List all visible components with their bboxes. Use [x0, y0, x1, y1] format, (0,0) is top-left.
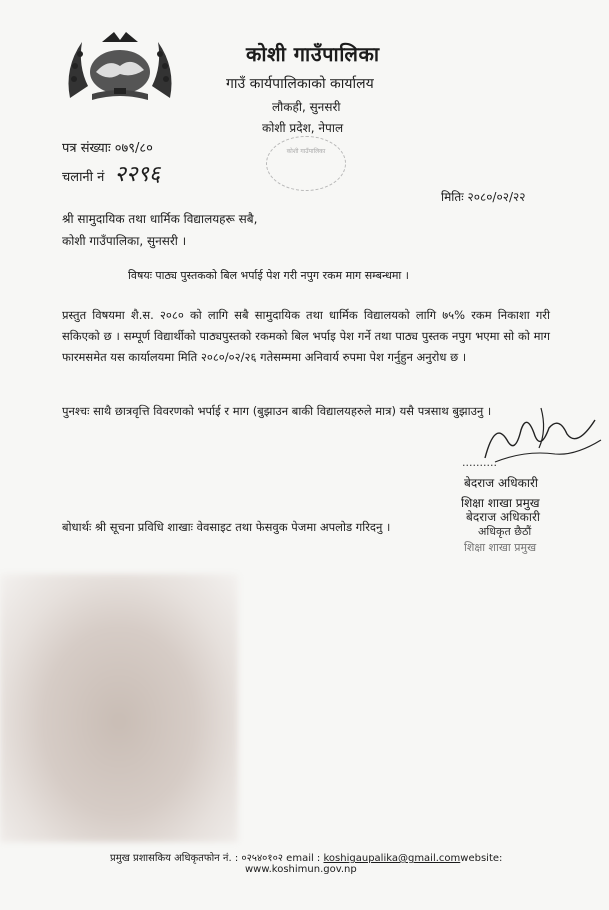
office-name: गाउँ कार्यपालिकाको कार्यालय [226, 76, 374, 92]
dispatch-number [62, 158, 160, 188]
dispatch-number-value: २२९६ [114, 162, 161, 187]
blurred-region [0, 574, 238, 842]
footer-email-link[interactable]: koshigaupalika@gmail.com [323, 853, 461, 864]
government-emblem-icon [62, 28, 178, 108]
stamp-role: अधिकृत छैठौं [478, 525, 532, 538]
letter-number [62, 138, 153, 156]
office-location: लौकही, सुनसरी [272, 100, 341, 114]
signature-line: .......... [462, 456, 497, 469]
office-stamp-text: कोशी गाउँपालिका [286, 148, 326, 155]
footer-website-link[interactable]: www.koshimun.gov.np [245, 864, 357, 875]
footer-contact [110, 850, 502, 864]
recipient-line-1: श्री सामुदायिक तथा धार्मिक विद्यालयहरू सबै, [62, 212, 258, 226]
subject-line: विषयः पाठ्य पुस्तकको बिल भर्पाई पेश गरी नपुग रकम माग सम्बन्धमा । [128, 269, 409, 282]
body-paragraph-2: पुनश्चः साथै छात्रवृत्ति विवरणको भर्पाई र माग (बुझाउन बाकी विद्यालयहरुले मात्र) यसै पत्रसाथ बुझाउनु । [62, 404, 492, 418]
office-province: कोशी प्रदेश, नेपाल [262, 121, 344, 135]
body-paragraph-1: प्रस्तुत विषयमा शै.स. २०८० को लागि सबै सामुदायिक तथा धार्मिक विद्यालयको लागि ७५% रकम निकाशा गरी सकिएको छ । सम्पूर्ण विद्यार्थीको पाठ्यपुस्तको रकमको बिल भर्पाइ पेश गर्ने तथा पाठ्य पुस्तक नपुग भएमा सो को माग फारमसमेत यस कार्यालयमा मिति २०८०/०२/२६ गतेसम्ममा अनिवार्य रुपमा पेश गर्नुहुन अनुरोध छ । [62, 308, 550, 364]
footer-phone-label: प्रमुख प्रशासकिय अधिकृतफोन नं. : [110, 853, 239, 864]
stamp-department: शिक्षा शाखा प्रमुख [464, 541, 537, 554]
cc-note: बोधार्थः श्री सूचना प्रविधि शाखाः वेवसाइट तथा फेसवुक पेजमा अपलोड गरिदनु । [62, 520, 391, 534]
signatory-name: बेदराज अधिकारी [464, 476, 538, 490]
signatory-title: शिक्षा शाखा प्रमुख [461, 496, 540, 510]
recipient-line-2: कोशी गाउँपालिका, सुनसरी । [62, 234, 187, 248]
office-stamp [266, 136, 346, 191]
footer-phone: ०२५४०१०२ [241, 853, 283, 864]
stamp-name: बेदराज अधिकारी [466, 510, 540, 524]
footer-website-label: website: [460, 853, 503, 864]
footer-email-label: email : [286, 853, 321, 864]
letter-number-label: पत्र संख्याः [62, 141, 111, 156]
dispatch-number-label: चलानी नं [62, 170, 105, 185]
letter-number-value: ०७९/८० [114, 141, 153, 156]
org-name: कोशी गाउँपालिका [246, 42, 380, 66]
letter-date: मितिः २०८०/०२/२२ [441, 190, 526, 204]
